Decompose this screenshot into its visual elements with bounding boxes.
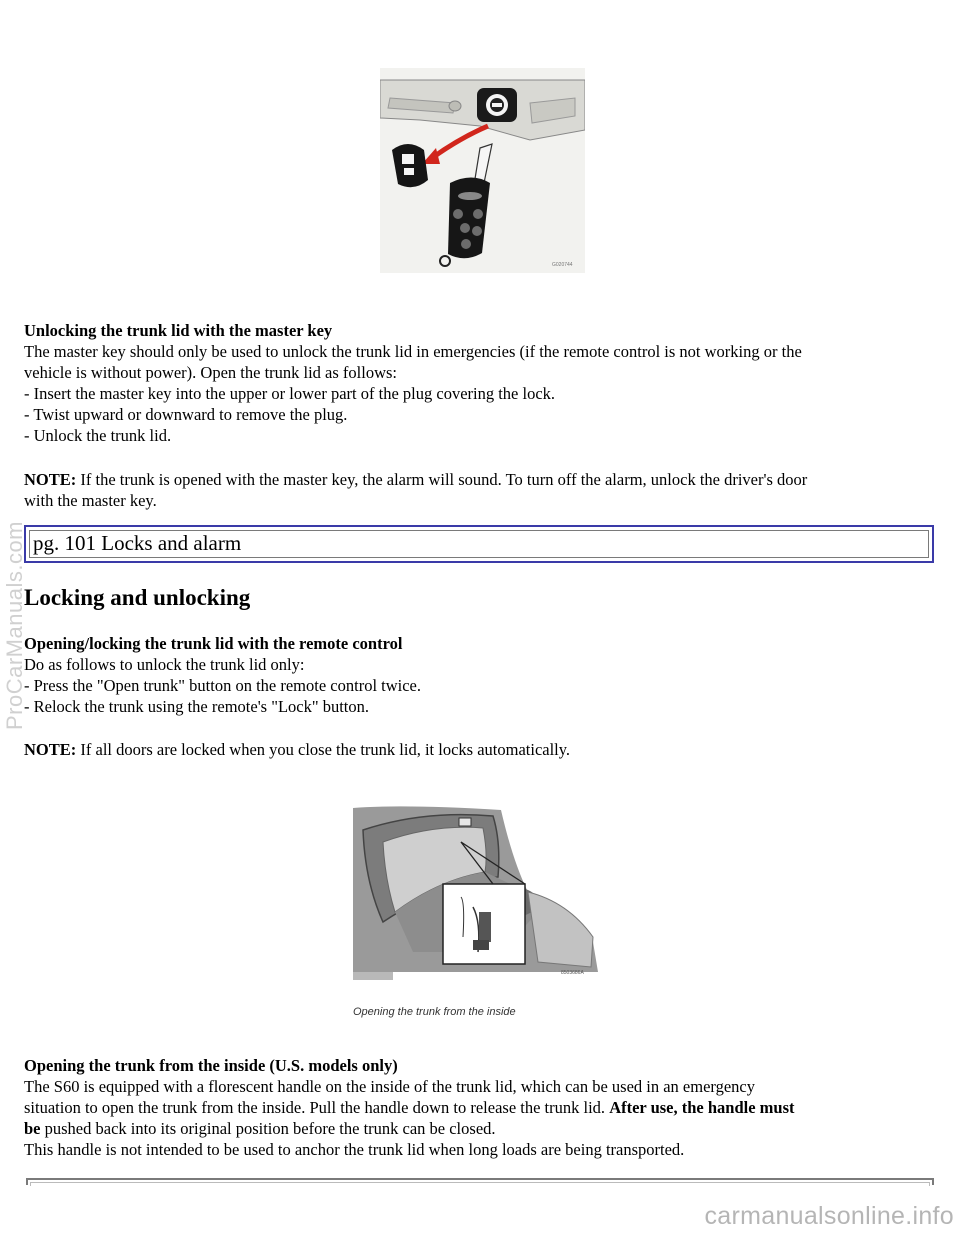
remote-note-label: NOTE: — [24, 740, 77, 759]
remote-note-text: If all doors are locked when you close the trunk lid, it locks automatically. — [76, 740, 571, 759]
inside-line-3-bold: be — [24, 1119, 41, 1138]
remote-line-3: - Relock the trunk using the remote's "Lock" button. — [24, 697, 370, 716]
master-key-line-4: - Twist upward or downward to remove the plug. — [24, 405, 348, 424]
note-text-1: If the trunk is opened with the master key, the alarm will sound. To turn off the alarm, unlock the driver's door — [76, 470, 808, 489]
section-title: Locking and unlocking — [24, 585, 251, 610]
remote-note — [24, 739, 939, 760]
page-header: pg. 101 Locks and alarm — [33, 531, 242, 555]
bottom-watermark: carmanualsonline.info — [704, 1202, 954, 1230]
note-text-2: with the master key. — [24, 491, 157, 510]
master-key-line-5: - Unlock the trunk lid. — [24, 426, 172, 445]
trunk-illustration — [353, 802, 603, 980]
master-key-drawing — [380, 68, 585, 273]
master-key-heading: Unlocking the trunk lid with the master key — [24, 321, 333, 340]
inside-line-2-bold: After use, the handle must — [609, 1098, 795, 1117]
inside-line-4: This handle is not intended to be used to anchor the trunk lid when long loads are being transported. — [24, 1140, 685, 1159]
bottom-divider — [26, 1178, 934, 1185]
trunk-figure-code: 8503686A — [561, 970, 584, 976]
page-header-box — [24, 525, 934, 563]
remote-heading: Opening/locking the trunk lid with the remote control — [24, 634, 403, 653]
master-key-illustration — [380, 68, 585, 273]
inside-line-3: pushed back into its original position before the trunk can be closed. — [40, 1119, 496, 1138]
side-watermark: ProCarManuals.com — [2, 520, 27, 730]
remote-section — [24, 633, 939, 717]
inside-line-2: situation to open the trunk from the inside. Pull the handle down to release the trunk lid. — [24, 1098, 610, 1117]
trunk-caption: Opening the trunk from the inside — [353, 1006, 516, 1018]
inside-line-1: The S60 is equipped with a florescent handle on the inside of the trunk lid, which can be used in an emergency — [24, 1077, 755, 1096]
inside-section — [24, 1055, 939, 1160]
master-key-line-3: - Insert the master key into the upper or lower part of the plug covering the lock. — [24, 384, 556, 403]
master-key-line-1: The master key should only be used to unlock the trunk lid in emergencies (if the remote control is not working or the — [24, 342, 802, 361]
trunk-drawing — [353, 802, 603, 980]
remote-line-2: - Press the "Open trunk" button on the remote control twice. — [24, 676, 422, 695]
note-label: NOTE: — [24, 470, 77, 489]
remote-line-1: Do as follows to unlock the trunk lid only: — [24, 655, 305, 674]
master-key-section — [24, 320, 939, 446]
master-key-line-2: vehicle is without power). Open the trunk lid as follows: — [24, 363, 398, 382]
master-key-note — [24, 469, 939, 511]
inside-heading: Opening the trunk from the inside (U.S. models only) — [24, 1056, 398, 1075]
top-figure-code: G020744 — [552, 262, 573, 268]
